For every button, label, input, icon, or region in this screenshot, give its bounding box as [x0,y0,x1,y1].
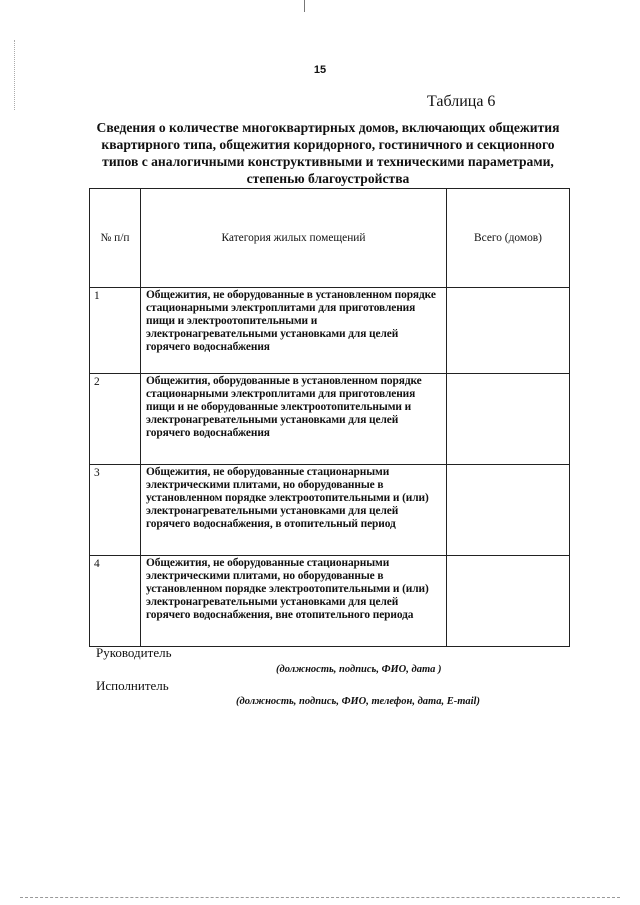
table-row [90,465,570,556]
row-category: Общежития, не оборудованные в установленном порядке стационарными электроплитами для приготовления пищи и электроотопительными и электронагревательными установками для целей горячего водоснабжения [141,288,447,374]
row-category: Общежития, не оборудованные стационарными электрическими плитами, но оборудованные в установленном порядке электроотопительными и (или) электронагревательными установками для целей горячего водоснабжения, вне отопительного периода [141,556,447,647]
header-category: Категория жилых помещений [141,189,447,288]
table-label: Таблица 6 [427,93,496,110]
head-caption: (должность, подпись, ФИО, дата ) [276,664,442,675]
housing-table [89,188,570,647]
table-row [90,374,570,465]
executor-label: Исполнитель [96,678,169,693]
executor-caption: (должность, подпись, ФИО, телефон, дата, E-mail) [236,696,480,707]
row-category: Общежития, не оборудованные стационарными электрическими плитами, но оборудованные в установленном порядке электроотопительными и (или) электронагревательными установками для целей горячего водоснабжения, в отопительный период [141,465,447,556]
table-header-row [90,189,570,288]
head-label: Руководитель [96,645,172,660]
title-line: Сведения о количестве многоквартирных домов, включающих общежития [96,120,560,135]
row-number: 1 [90,288,141,374]
page-number: 15 [313,64,327,76]
header-number: № п/п [90,189,141,288]
row-category: Общежития, оборудованные в установленном порядке стационарными электроплитами для приготовления пищи и не оборудованные электроотопительными и электронагревательными установками для целей горячего водоснабжения [141,374,447,465]
row-total [447,465,570,556]
title-line: типов с аналогичными конструктивными и техническими параметрами, [102,154,554,169]
title-line: степенью благоустройства [246,171,410,186]
row-number: 2 [90,374,141,465]
row-number: 3 [90,465,141,556]
row-total [447,288,570,374]
table-row [90,556,570,647]
row-number: 4 [90,556,141,647]
scan-mark [304,0,305,12]
table-row [90,288,570,374]
row-total [447,556,570,647]
scan-mark [20,897,620,898]
document-title [88,119,568,187]
title-line: квартирного типа, общежития коридорного, гостиничного и секционного [101,137,555,152]
header-total: Всего (домов) [447,189,570,288]
row-total [447,374,570,465]
